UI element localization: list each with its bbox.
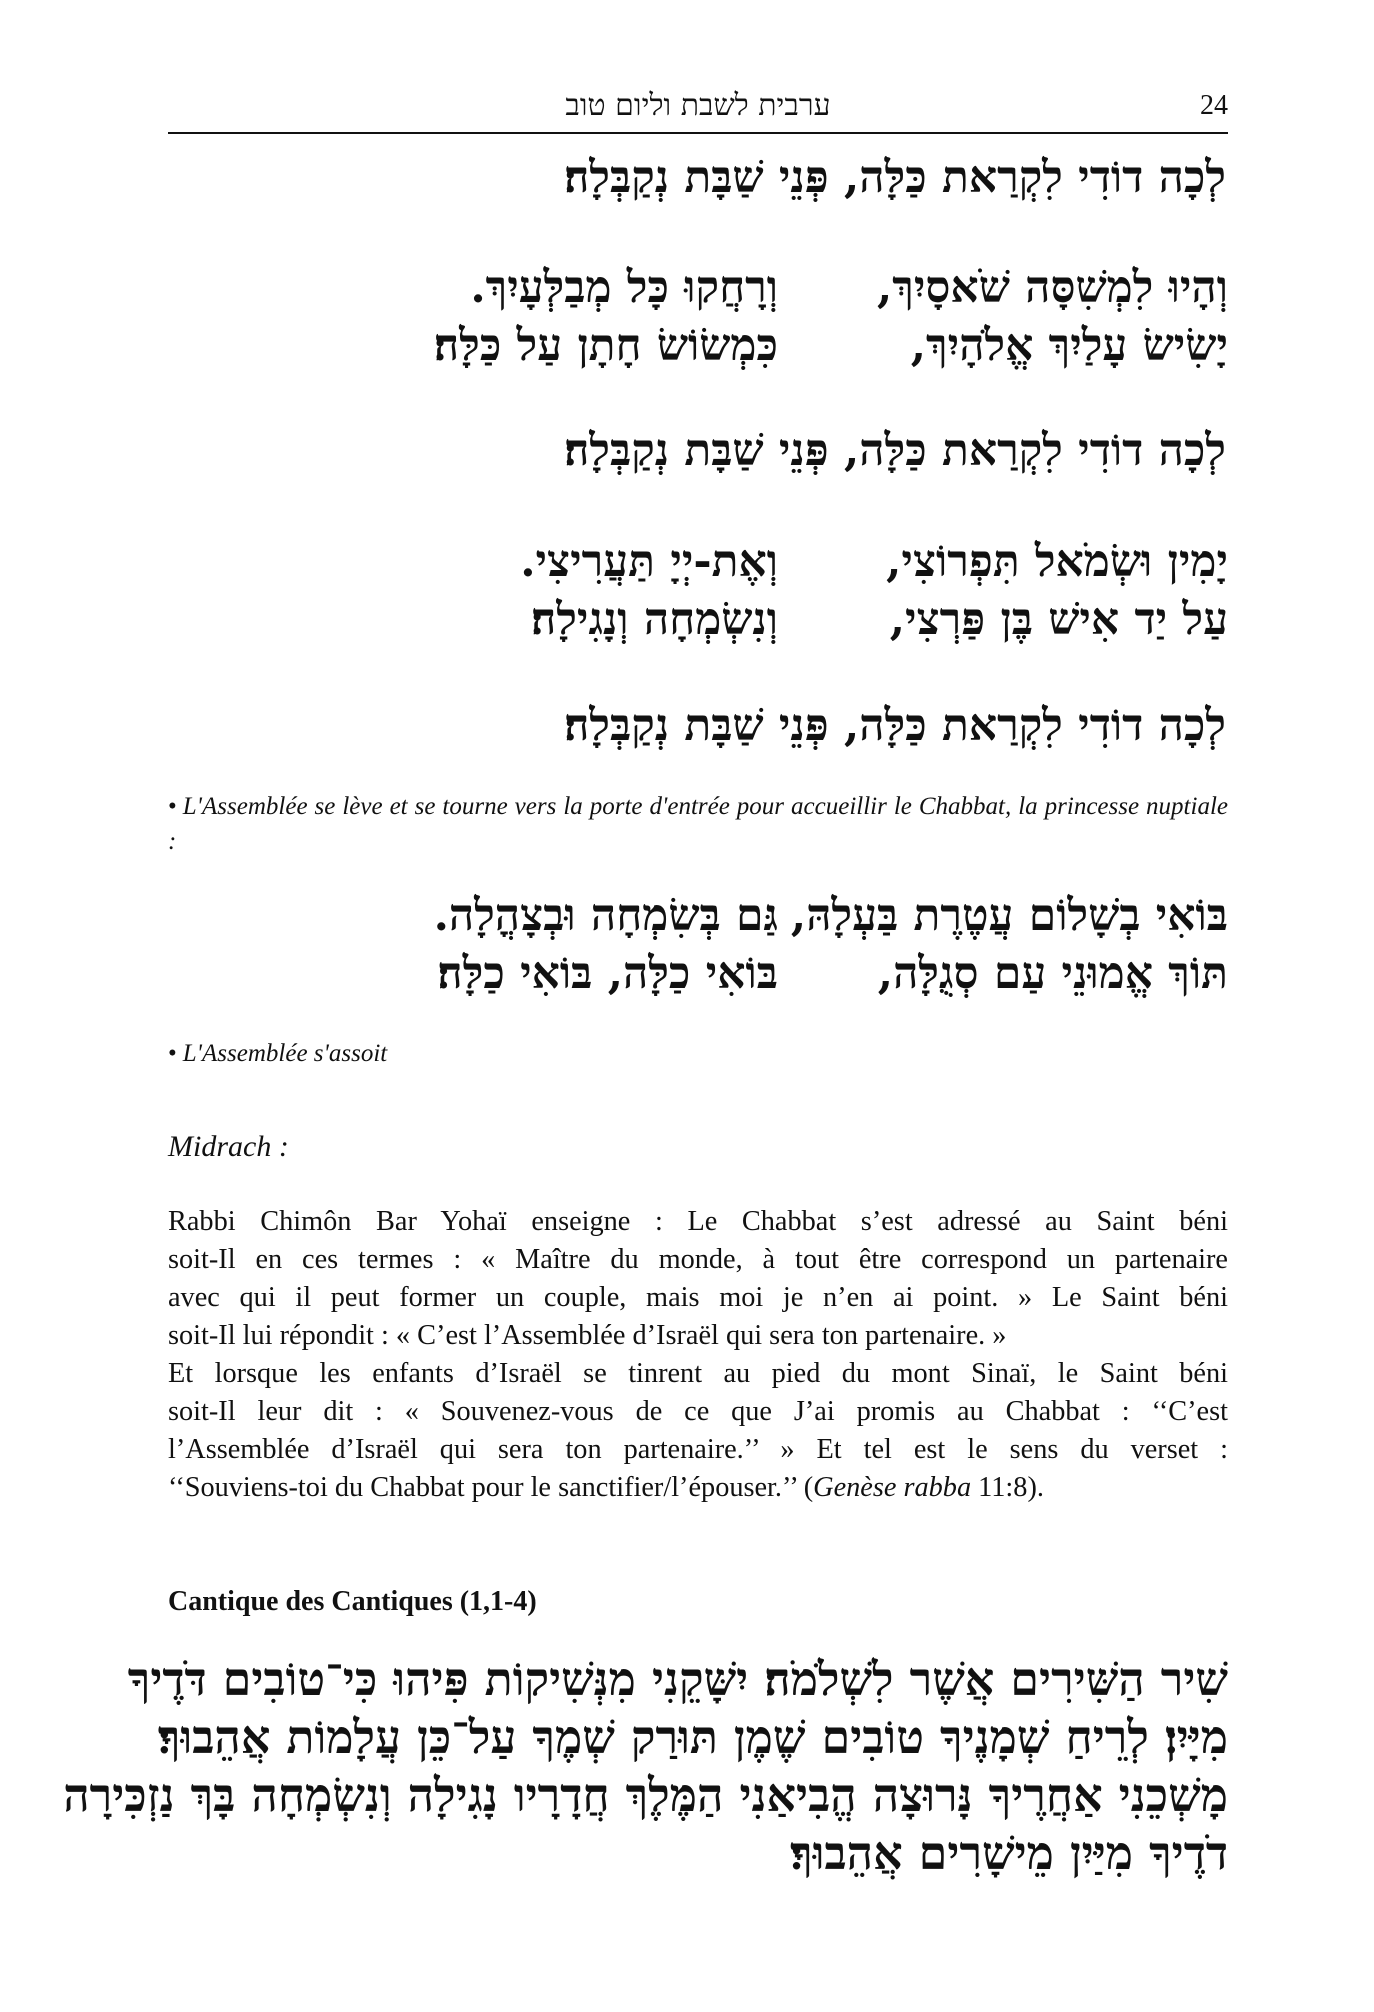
verse-hemistich-right: יָשִׂישׂ עָלַיִךְ אֱלֹהָיִךְ,	[910, 320, 1228, 371]
refrain-line: לְכָה דוֹדִי לִקְרַאת כַּלָּה, פְּנֵי שַׁבָּת נְקַבְּלָה׃	[564, 425, 1226, 476]
running-title: ערבית לשבת וליום טוב	[565, 88, 831, 123]
source-text: ‘‘Souviens-toi du Chabbat pour le sanctifier/l’épouser.’’ (	[168, 1472, 814, 1503]
bullet-icon: •	[168, 793, 177, 820]
verse-row	[168, 536, 1228, 598]
verse-hemistich-left: בּוֹאִי כַלָּה, בּוֹאִי כַלָּה׃	[437, 948, 778, 999]
paragraph-line: Rabbi Chimôn Bar Yohaï enseigne : Le Chabbat s’est adressé au Saint béni	[168, 1206, 1228, 1237]
paragraph-line: soit-Il leur dit : « Souvenez-vous de ce que J’ai promis au Chabbat : ‘‘C’est	[168, 1396, 1228, 1427]
refrain-line: לְכָה דוֹדִי לִקְרַאת כַּלָּה, פְּנֵי שַׁבָּת נְקַבְּלָה׃	[564, 152, 1226, 203]
instruction-text: L'Assemblée se lève et se tourne vers la porte d'entrée pour accueillir le Chabbat, la princesse nuptiale :	[168, 793, 1228, 855]
instruction-note	[168, 1036, 1228, 1071]
verse-row	[168, 320, 1228, 382]
verse-hemistich-left: גַּם בְּשִׂמְחָה וּבְצָהֳלָה.	[433, 890, 778, 941]
paragraph-line: soit-Il lui répondit : « C’est l’Assemblée d’Israël qui sera ton partenaire. »	[168, 1320, 1007, 1351]
verse-hemistich-left: כִּמְשׂוֹשׂ חָתָן עַל כַּלָּה׃	[433, 320, 778, 371]
verse-hemistich-right: בּוֹאִי בְשָׁלוֹם עֲטֶרֶת בַּעְלָהּ,	[790, 890, 1228, 941]
midrach-title: Midrach :	[168, 1130, 289, 1163]
page-number: 24	[1200, 90, 1228, 121]
song-line: מִיָּיִן׃ לְרֵיחַ שְׁמָנֶיךָ טוֹבִים שֶׁמֶן תּוּרַק שְׁמֶךָ עַל־כֵּן עֲלָמוֹת אֲהֵבוּךָ׃	[157, 1710, 1228, 1764]
song-line: מָשְׁכֵנִי אַחֲרֶיךָ נָּרוּצָה הֱבִיאַנִי הַמֶּלֶךְ חֲדָרָיו נָגִילָה וְנִשְׂמְחָה בָּךְ נַזְכִּירָה	[63, 1768, 1228, 1822]
paragraph-line: l’Assemblée d’Israël qui sera ton partenaire.’’ » Et tel est le sens du verset :	[168, 1434, 1228, 1465]
verse-hemistich-right: עַל יַד אִישׁ בֶּן פַּרְצִי,	[889, 594, 1228, 645]
source-reference: 11:8).	[971, 1472, 1044, 1503]
refrain-line: לְכָה דוֹדִי לִקְרַאת כַּלָּה, פְּנֵי שַׁבָּת נְקַבְּלָה׃	[564, 700, 1226, 751]
verse-row	[168, 948, 1228, 1010]
verse-hemistich-right: תּוֹךְ אֱמוּנֵי עַם סְגֻלָּה,	[877, 948, 1228, 999]
verse-row	[168, 594, 1228, 656]
midrach-paragraph	[168, 1203, 1228, 1507]
verse-row	[168, 262, 1228, 324]
verse-hemistich-right: יָמִין וּשְׂמֹאל תִּפְרוֹצִי,	[886, 536, 1228, 587]
verse-hemistich-left: וְרָחֲקוּ כָּל מְבַלְּעָיִךְ.	[470, 262, 778, 313]
verse-hemistich-left: וְנִשְׂמְחָה וְנָגִילָה׃	[531, 594, 778, 645]
bullet-icon: •	[168, 1040, 177, 1067]
paragraph-line: Et lorsque les enfants d’Israël se tinrent au pied du mont Sinaï, le Saint béni	[168, 1358, 1228, 1389]
page-header	[168, 88, 1228, 134]
instruction-note	[168, 789, 1228, 859]
verse-row	[168, 890, 1228, 952]
section-heading: Cantique des Cantiques (1,1-4)	[168, 1586, 537, 1617]
verse-hemistich-left: וְאֶת-יְיָ תַּעֲרִיצִי.	[520, 536, 778, 587]
song-line: דֹדֶיךָ מִיַּיִן מֵישָׁרִים אֲהֵבוּךָ׃	[790, 1826, 1228, 1880]
paragraph-line: soit-Il en ces termes : « Maître du monde, à tout être correspond un partenaire	[168, 1244, 1228, 1275]
source-title: Genèse rabba	[813, 1472, 972, 1503]
verse-hemistich-right: וְהָיוּ לִמְשִׁסָּה שֹׁאסָיִךְ,	[876, 262, 1228, 313]
paragraph-line-source	[168, 1469, 1228, 1507]
instruction-text: L'Assemblée s'assoit	[182, 1040, 388, 1067]
paragraph-line: avec qui il peut former un couple, mais moi je n’en ai point. » Le Saint béni	[168, 1282, 1228, 1313]
song-line: שִׁיר הַשִּׁירִים אֲשֶׁר לִשְׁלֹמֹה׃ יִשָּׁקֵנִי מִנְּשִׁיקוֹת פִּיהוּ כִּי־טוֹבִים דֹּדֶיךָ	[127, 1652, 1228, 1706]
